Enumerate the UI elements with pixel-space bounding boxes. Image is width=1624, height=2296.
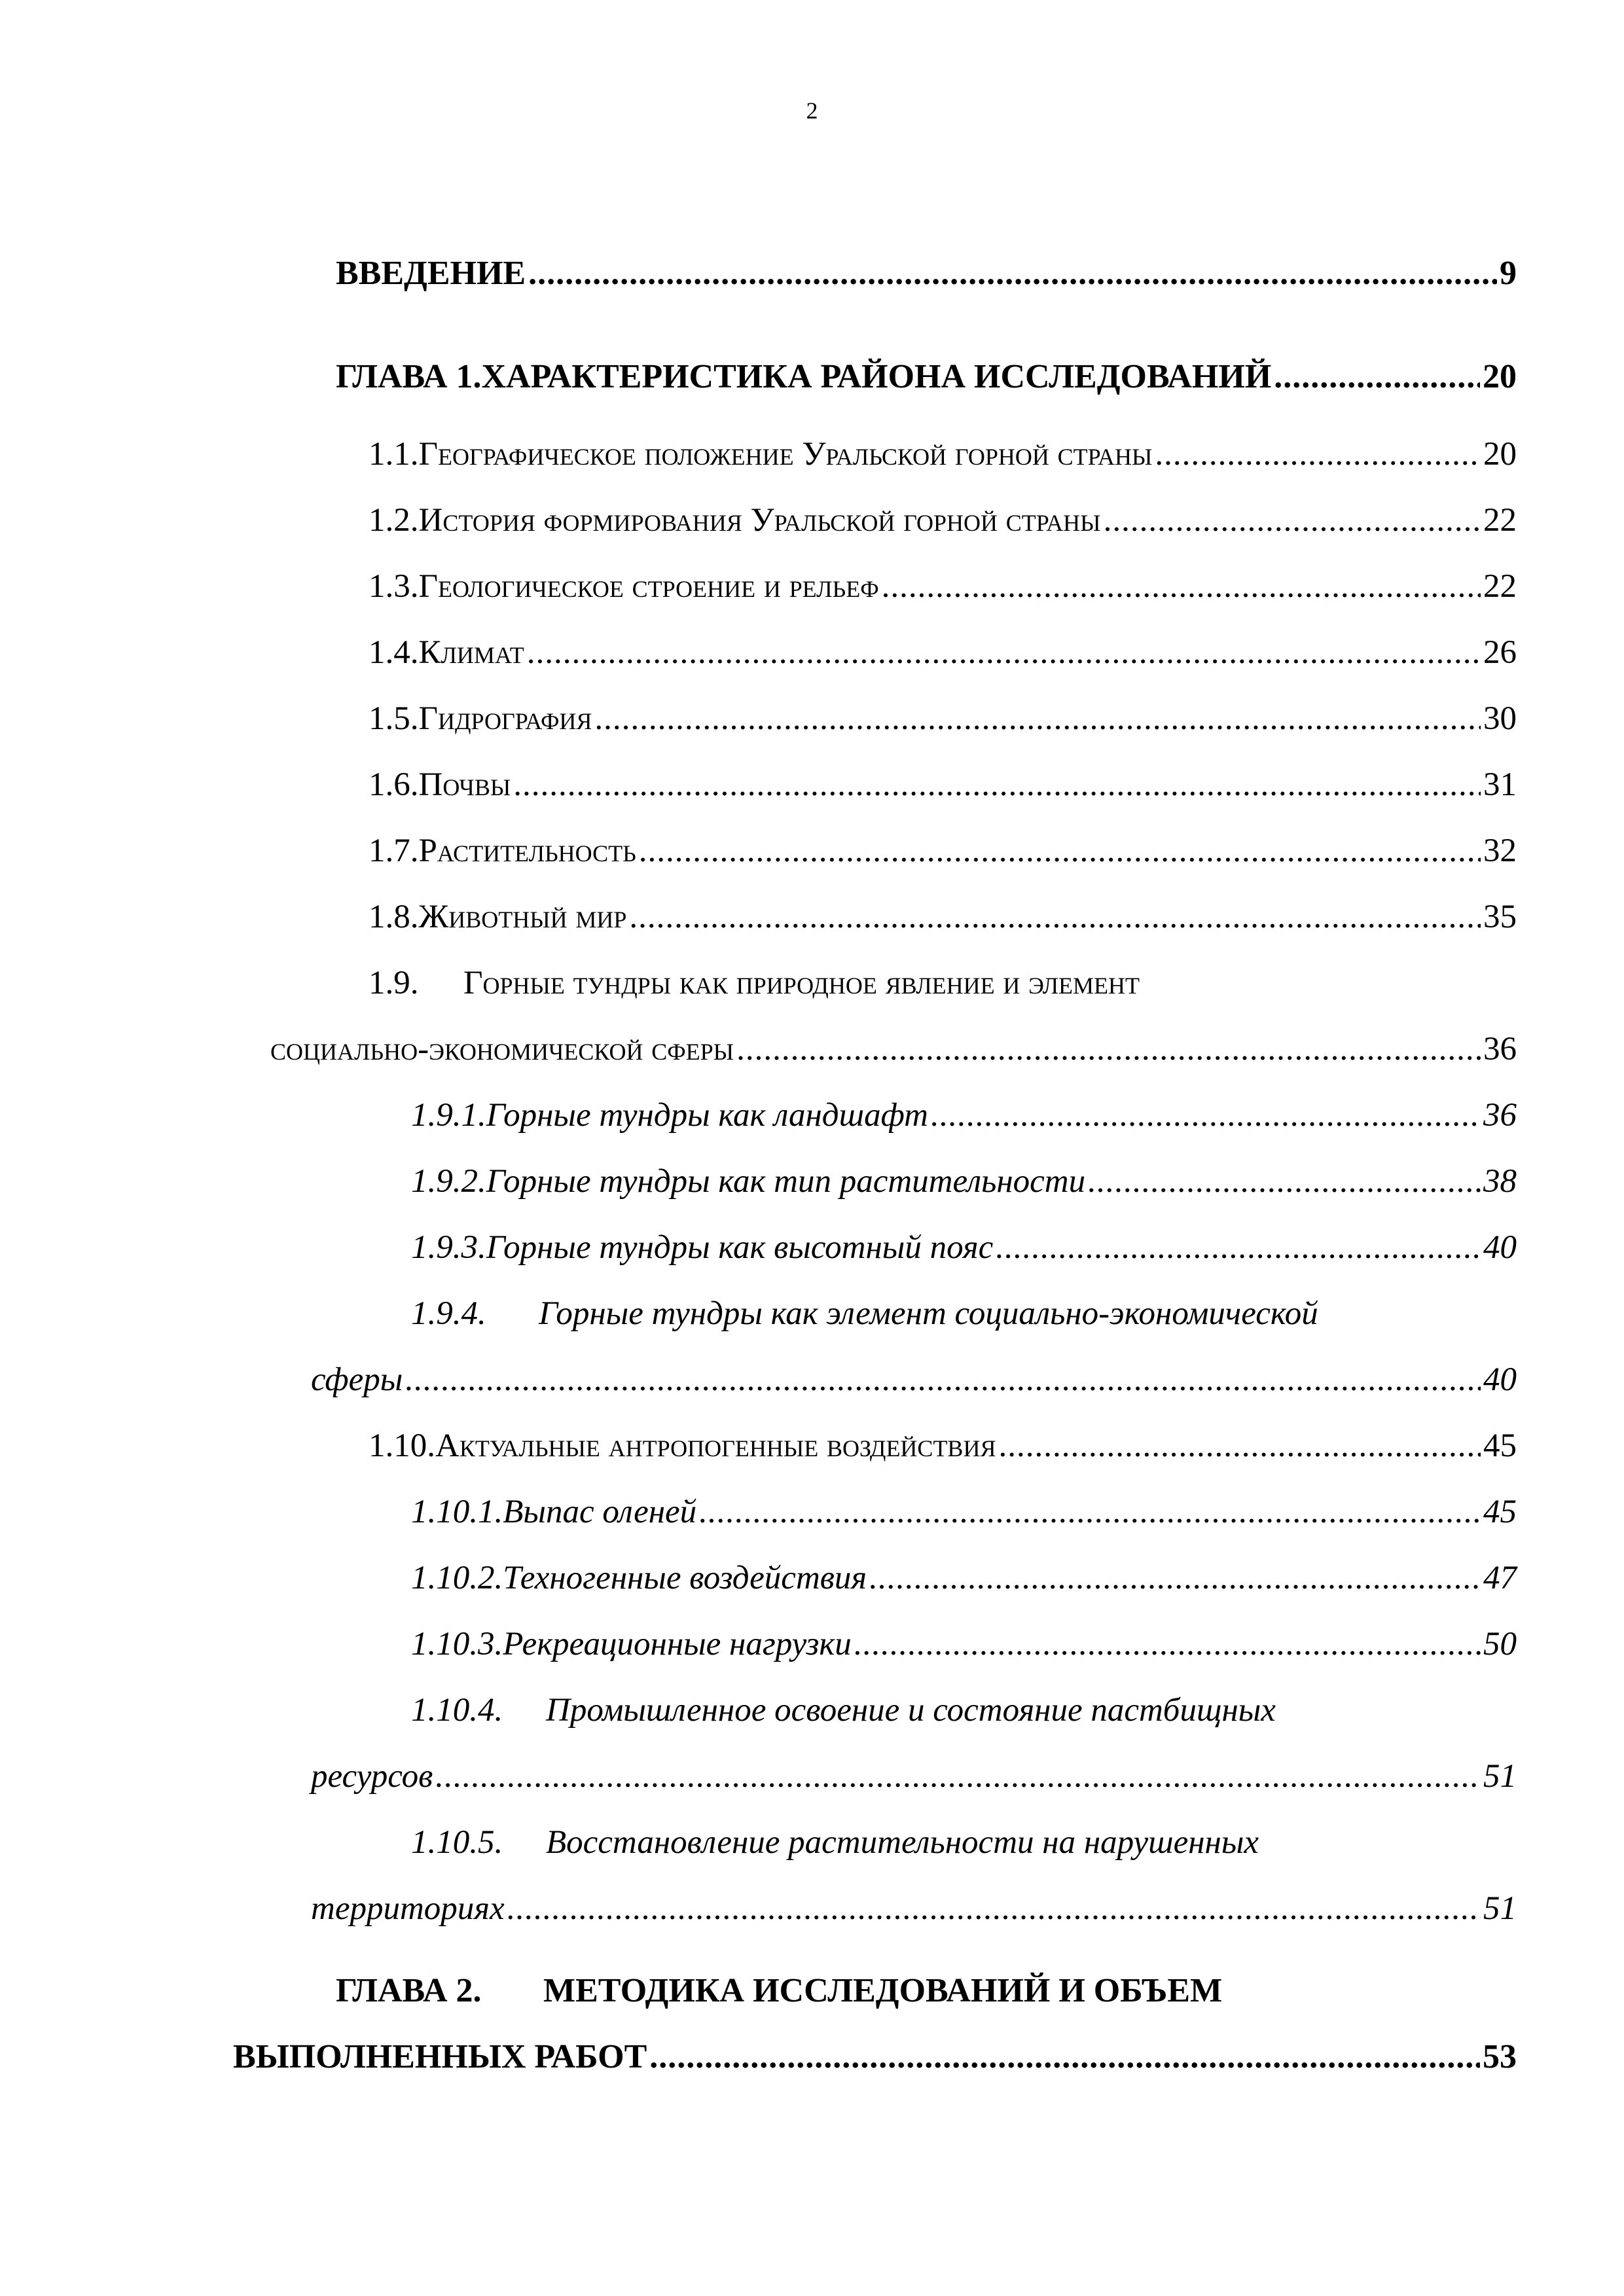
toc-entry-page: 20	[1483, 436, 1517, 473]
dot-leader	[1155, 435, 1481, 473]
dot-leader	[1274, 357, 1480, 396]
toc-entry-title-continued: ВЫПОЛНЕННЫХ РАБОТ	[233, 2038, 647, 2075]
toc-entry-number: 1.2.	[369, 502, 419, 539]
toc-entry-subsection-1-9-4-line2[interactable]	[311, 1361, 1517, 1399]
toc-entry-title: Почвы	[418, 766, 511, 803]
toc-entry-page: 53	[1483, 2038, 1517, 2075]
toc-entry-number: 1.10.4.	[411, 1692, 503, 1729]
toc-entry-title: Гидрография	[418, 700, 592, 737]
toc-entry-title: Рекреационные нагрузки	[503, 1626, 852, 1662]
page-number: 2	[806, 98, 818, 124]
toc-entry-subsection-1-9-3[interactable]	[411, 1229, 1517, 1266]
toc-entry-title: ВВЕДЕНИЕ	[336, 255, 526, 292]
toc-entry-subsection-1-10-2[interactable]	[411, 1559, 1517, 1597]
toc-entry-subsection-1-9-1[interactable]	[411, 1096, 1517, 1134]
toc-entry-subsection-1-9-4-line1[interactable]	[411, 1295, 1318, 1333]
toc-entry-page: 51	[1483, 1890, 1517, 1927]
toc-entry-section-1-10[interactable]	[369, 1427, 1517, 1465]
dot-leader	[882, 567, 1481, 605]
toc-entry-page: 9	[1500, 255, 1517, 292]
toc-entry-introduction[interactable]	[336, 254, 1517, 293]
toc-entry-number: 1.4.	[369, 634, 419, 671]
toc-entry-page: 30	[1483, 700, 1517, 737]
toc-entry-title: Растительность	[418, 833, 636, 869]
toc-entry-number: ГЛАВА 2.	[336, 1972, 482, 2009]
toc-entry-page: 31	[1483, 766, 1517, 803]
toc-entry-subsection-1-10-5-line2[interactable]	[311, 1890, 1517, 1928]
toc-entry-number: 1.9.2.	[411, 1163, 486, 1200]
toc-entry-page: 40	[1483, 1361, 1517, 1398]
toc-entry-section-1-6[interactable]	[369, 766, 1517, 804]
toc-entry-page: 36	[1483, 1031, 1517, 1067]
toc-entry-chapter-2-line1[interactable]	[336, 1971, 1222, 2010]
toc-entry-page: 45	[1483, 1427, 1517, 1464]
dot-leader	[639, 832, 1481, 870]
dot-leader	[998, 1427, 1481, 1465]
toc-entry-page: 40	[1483, 1229, 1517, 1266]
toc-entry-title-continued: ресурсов	[311, 1758, 433, 1795]
toc-entry-number: 1.10.5.	[411, 1824, 503, 1861]
toc-entry-title: Животный мир	[418, 899, 627, 935]
toc-entry-section-1-7[interactable]	[369, 832, 1517, 870]
toc-entry-number: 1.10.2.	[411, 1560, 503, 1596]
toc-entry-title: История формирования Уральской горной страны	[418, 502, 1101, 539]
toc-entry-page: 22	[1483, 502, 1517, 539]
toc-entry-title: Актуальные антропогенные воздействия	[435, 1427, 996, 1464]
toc-entry-number: ГЛАВА 1.	[336, 358, 482, 395]
toc-entry-section-1-8[interactable]	[369, 898, 1517, 936]
toc-entry-title: Горные тундры как ландшафт	[486, 1097, 928, 1134]
toc-entry-title: Горные тундры как высотный пояс	[486, 1229, 994, 1266]
toc-entry-subsection-1-10-3[interactable]	[411, 1625, 1517, 1663]
toc-entry-title: МЕТОДИКА ИССЛЕДОВАНИЙ И ОБЪЕМ	[543, 1972, 1223, 2009]
toc-entry-subsection-1-10-1[interactable]	[411, 1493, 1517, 1531]
toc-entry-title: Горные тундры как природное явление и элемент	[463, 965, 1140, 1001]
dot-leader	[528, 254, 1497, 293]
toc-entry-page: 32	[1483, 833, 1517, 869]
toc-entry-page: 26	[1483, 634, 1517, 671]
toc-entry-subsection-1-10-4-line1[interactable]	[411, 1691, 1276, 1729]
toc-entry-number: 1.7.	[369, 833, 419, 869]
toc-entry-section-1-5[interactable]	[369, 700, 1517, 738]
toc-entry-section-1-9-line1[interactable]	[369, 964, 1140, 1002]
toc-entry-number: 1.9.3.	[411, 1229, 486, 1266]
toc-entry-title: ХАРАКТЕРИСТИКА РАЙОНА ИССЛЕДОВАНИЙ	[481, 358, 1272, 395]
toc-entry-page: 51	[1483, 1758, 1517, 1795]
dot-leader	[736, 1030, 1481, 1068]
toc-entry-chapter-1[interactable]	[336, 357, 1517, 396]
toc-entry-number: 1.9.1.	[411, 1097, 486, 1134]
toc-entry-subsection-1-9-2[interactable]	[411, 1162, 1517, 1200]
toc-entry-title: Горные тундры как тип растительности	[486, 1163, 1086, 1200]
dot-leader	[649, 2037, 1480, 2076]
toc-entry-number: 1.3.	[369, 568, 419, 605]
toc-entry-number: 1.5.	[369, 700, 419, 737]
toc-entry-page: 50	[1483, 1626, 1517, 1662]
toc-entry-title: Климат	[418, 634, 524, 671]
dot-leader	[699, 1493, 1481, 1531]
toc-entry-section-1-1[interactable]	[369, 435, 1517, 473]
dot-leader	[869, 1559, 1481, 1597]
toc-entry-section-1-4[interactable]	[369, 634, 1517, 672]
toc-entry-number: 1.9.4.	[411, 1295, 486, 1332]
toc-entry-page: 36	[1483, 1097, 1517, 1134]
toc-entry-number: 1.6.	[369, 766, 419, 803]
toc-entry-number: 1.10.	[369, 1427, 435, 1464]
dot-leader	[405, 1361, 1481, 1399]
toc-entry-subsection-1-10-5-line1[interactable]	[411, 1823, 1259, 1861]
toc-entry-page: 45	[1483, 1494, 1517, 1530]
dot-leader	[513, 766, 1481, 804]
toc-entry-section-1-3[interactable]	[369, 567, 1517, 605]
dot-leader	[435, 1757, 1481, 1795]
toc-entry-title: Выпас оленей	[503, 1494, 697, 1530]
toc-entry-title: Восстановление растительности на нарушенных	[546, 1824, 1259, 1861]
dot-leader	[854, 1625, 1481, 1663]
toc-entry-number: 1.8.	[369, 899, 419, 935]
toc-entry-title-continued: социально-экономической сферы	[270, 1031, 734, 1067]
dot-leader	[507, 1890, 1481, 1928]
toc-entry-section-1-9-line2[interactable]	[270, 1030, 1517, 1068]
dot-leader	[996, 1229, 1481, 1266]
toc-entry-page: 38	[1483, 1163, 1517, 1200]
toc-entry-title: Промышленное освоение и состояние пастбищных	[546, 1692, 1276, 1729]
dot-leader	[629, 898, 1481, 936]
toc-entry-title: Геологическое строение и рельеф	[418, 568, 879, 605]
toc-entry-page: 22	[1483, 568, 1517, 605]
dot-leader	[527, 634, 1481, 672]
toc-entry-title-continued: территориях	[311, 1890, 505, 1927]
dot-leader	[1088, 1162, 1481, 1200]
toc-entry-page: 35	[1483, 899, 1517, 935]
toc-entry-subsection-1-10-4-line2[interactable]	[311, 1757, 1517, 1795]
dot-leader	[1104, 501, 1481, 539]
toc-entry-section-1-2[interactable]	[369, 501, 1517, 539]
toc-entry-number: 1.1.	[369, 436, 419, 473]
dot-leader	[931, 1096, 1481, 1134]
toc-entry-page: 47	[1483, 1560, 1517, 1596]
toc-entry-number: 1.9.	[369, 965, 419, 1001]
toc-entry-page: 20	[1483, 358, 1517, 395]
dot-leader	[594, 700, 1481, 738]
toc-entry-number: 1.10.1.	[411, 1494, 503, 1530]
toc-entry-number: 1.10.3.	[411, 1626, 503, 1662]
toc-entry-chapter-2-line2[interactable]	[233, 2037, 1517, 2076]
toc-entry-title: Техногенные воздействия	[503, 1560, 867, 1596]
toc-entry-title: Географическое положение Уральской горной страны	[418, 436, 1153, 473]
toc-entry-title-continued: сферы	[311, 1361, 403, 1398]
toc-entry-title: Горные тундры как элемент социально-экономической	[539, 1295, 1318, 1332]
